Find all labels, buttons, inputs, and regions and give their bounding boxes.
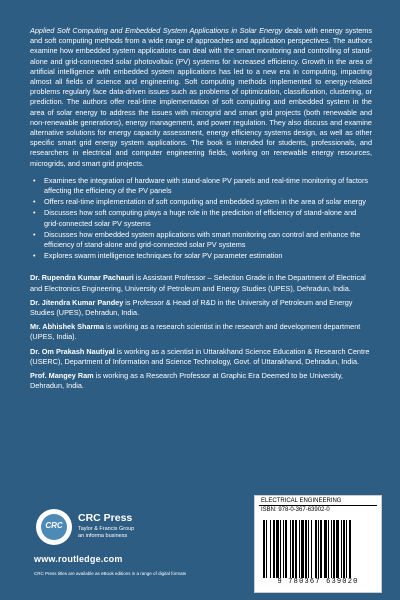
feature-item: • Discusses how embedded system applications with smart monitoring can control and enhance the efficiency of stand-alone and grid-connected solar PV systems [33,229,361,250]
author-name: Mr. Abhishek Sharma [30,322,104,332]
feature-item: • Explores swarm intelligence techniques for solar PV parameter estimation [33,251,283,261]
publisher-url[interactable]: www.routledge.com [34,554,123,564]
book-description [30,26,372,169]
ebook-note: CRC Press titles are available as eBook editions in a range of digital formats [34,571,187,576]
bullet-icon: • [33,197,36,207]
isbn-barcode [254,495,382,593]
feature-item: • Discusses how soft computing plays a huge role in the prediction of efficiency of stand-alone and grid-connected solar PV systems [33,208,357,228]
author-name: Prof. Mangey Ram [30,371,94,381]
bullet-icon: • [33,229,36,239]
feature-item: • Offers real-time implementation of soft computing and embedded system in the area of solar energy [33,197,366,207]
barcode-digits: 9 780367 639020 [277,578,359,586]
bullet-icon: • [33,175,36,185]
feature-list [30,176,372,262]
author-name: Dr. Om Prakash Nautiyal [30,346,115,356]
logo-text: CRC [45,521,63,530]
author-name: Dr. Rupendra Kumar Pachauri [30,273,134,283]
author-bio: Dr. Rupendra Kumar Pachauri is Assistant Professor – Selection Grade in the Department of Electrical and Electronics Engineering, University of Petroleum and Energy Studies (UPES), Dehradun, India. [30,273,366,293]
isbn-number: ISBN: 978-0-367-63902-0 [261,507,330,513]
barcode-icon [263,520,373,578]
author-bio: Prof. Mangey Ram is working as a Research Professor at Graphic Era Deemed to be University, Dehradun, India. [30,371,343,391]
bullet-icon: • [33,251,36,261]
publisher-tagline: Taylor & Francis Group an informa business [78,526,135,539]
feature-item: • Examines the integration of hardware with stand-alone PV panels and real-time monitoring of factors affecting the efficiency of the PV panels [33,175,369,196]
author-name: Dr. Jitendra Kumar Pandey [30,297,124,307]
subject-category: ELECTRICAL ENGINEERING [261,498,342,504]
back-cover-text [30,26,372,396]
book-title-italic: Applied Soft Computing and Embedded System Applications in Solar Energy [30,26,283,35]
author-bio: Dr. Om Prakash Nautiyal is working as a scientist in Uttarakhand Science Education & Research Centre (USERC), Department of Information and Science Technology, Govt. of Uttarakhand, Dehradun, India. [30,346,370,366]
author-bio: Mr. Abhishek Sharma is working as a research scientist in the research and development department (UPES, India). [30,322,361,342]
cover-footer [0,476,400,600]
author-bio: Dr. Jitendra Kumar Pandey is Professor & Head of R&D in the University of Petroleum and Energy Studies (UPES), Dehradun, India. [30,297,353,318]
description-body: deals with energy systems and soft computing methods from a wide range of approaches and application perspectives. The authors examine how embedded system applications can deal with the smart monitoring and controlling of stand-alone and grid-connected solar photovoltaic (PV) systems for increased efficiency. Growth in the area of artificial intelligence with embedded system applications has led to a new era in computing, impacting almost all fields of science and engineering. Soft computing methods implemented to energy-related problems regularly face data-driven issues such as problems of optimization, classification, clustering, or prediction. The authors offer real-time implementation of soft computing and embedded system in the area of solar energy to address the issues with microgrid and smart grid projects (both renewable and non-renewable generations), energy management, and power regulation. They also discuss and examine alternative solutions for energy capacity assessment, energy efficiency systems design, as well as other specific smart grid energy system applications. The book is intended for students, professionals, and researchers in electrical and computer engineering fields, working on renewable energy resources, microgrids, and smart grid projects. [30,26,373,168]
publisher-name: CRC Press [78,512,133,524]
bullet-icon: • [33,208,36,218]
crc-logo-icon [36,509,72,545]
divider [259,505,377,506]
